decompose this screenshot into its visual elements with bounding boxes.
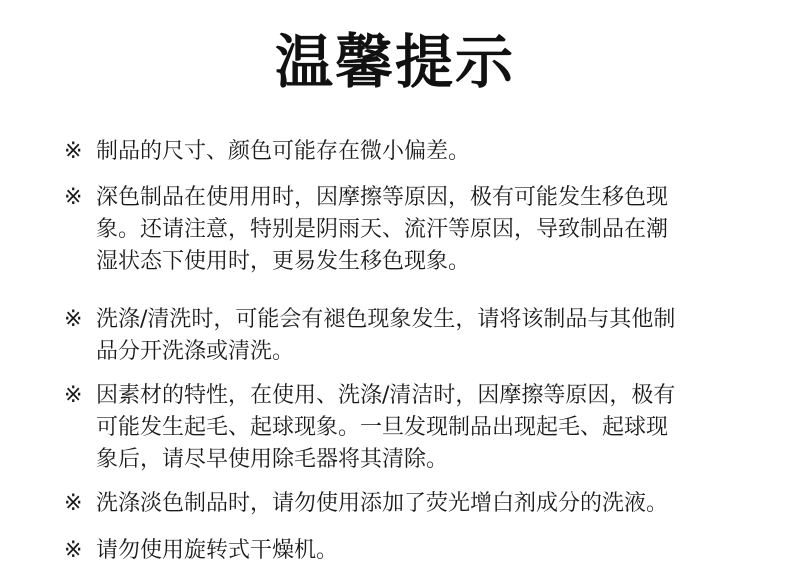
reference-mark-icon: ※	[64, 307, 83, 332]
notice-line: 因素材的特性，在使用、洗涤/清洁时，因摩擦等原因，极有	[96, 383, 676, 408]
notice-text	[96, 488, 736, 520]
reference-mark-icon: ※	[64, 538, 83, 563]
notice-line: 深色制品在使用用时，因摩擦等原因，极有可能发生移色现	[96, 185, 669, 210]
notice-line: 可能发生起毛、起球现象。一旦发现制品出现起毛、起球现	[96, 415, 669, 440]
notice-text	[96, 182, 736, 278]
notice-line: 请勿使用旋转式干燥机。	[96, 538, 339, 563]
notice-line: 洗涤/清洗时，可能会有褪色现象发生，请将该制品与其他制	[96, 307, 676, 332]
notice-text	[96, 380, 736, 476]
reference-mark-icon: ※	[64, 185, 83, 210]
notice-text	[96, 535, 736, 567]
reference-mark-icon: ※	[64, 383, 83, 408]
reference-mark-icon: ※	[64, 491, 83, 516]
notice-line: 湿状态下使用时，更易发生移色现象。	[96, 249, 471, 274]
notice-line: 制品的尺寸、颜色可能存在微小偏差。	[96, 139, 471, 164]
notice-text	[96, 136, 736, 168]
notice-text	[96, 304, 736, 368]
page-title: 温馨提示	[274, 28, 515, 96]
notice-line: 象。还请注意，特别是阴雨天、流汗等原因，导致制品在潮	[96, 217, 669, 242]
reference-mark-icon: ※	[64, 139, 83, 164]
notice-line: 象后，请尽早使用除毛器将其清除。	[96, 447, 449, 472]
notice-line: 品分开洗涤或清洗。	[96, 339, 295, 364]
notice-line: 洗涤淡色制品时，请勿使用添加了荧光增白剂成分的洗液。	[96, 491, 669, 516]
